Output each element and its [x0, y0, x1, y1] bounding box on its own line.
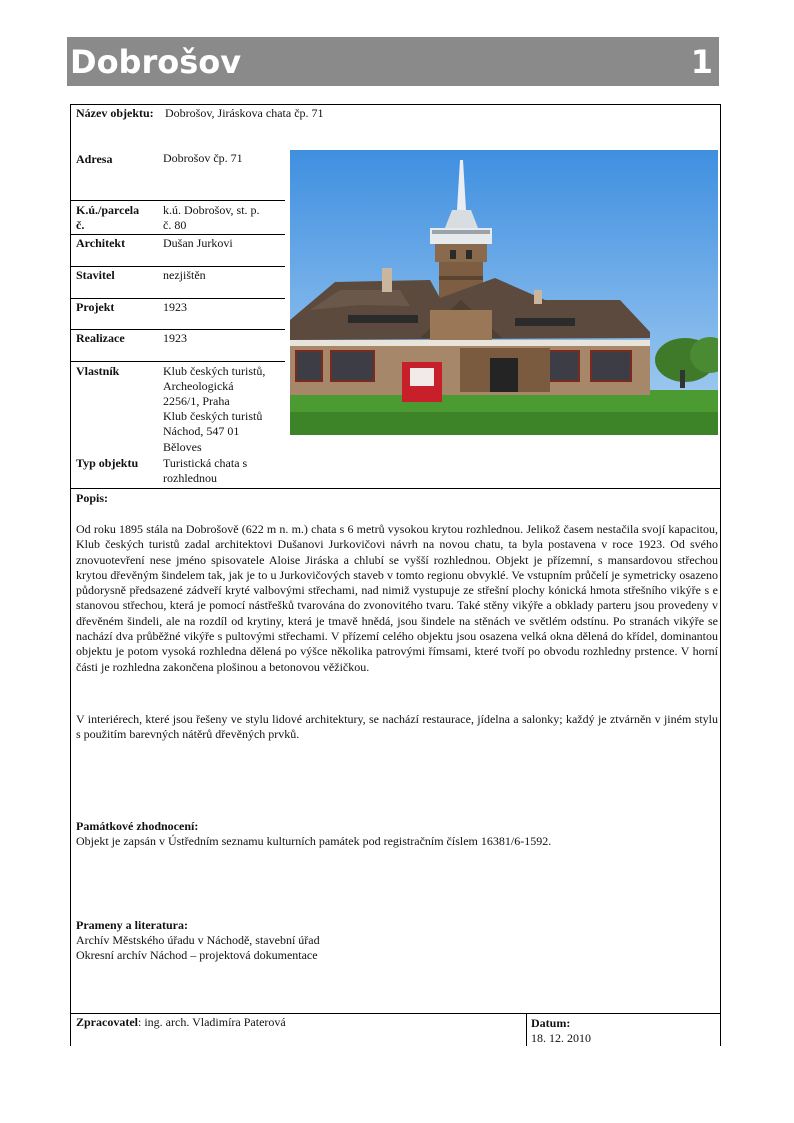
- prameny-label: Prameny a literatura:: [76, 918, 188, 932]
- row-divider: [70, 298, 285, 299]
- vlastnik-line: 2256/1, Praha: [163, 394, 230, 408]
- vlastnik-line: Klub českých turistů: [163, 409, 263, 423]
- vlastnik-line: Běloves: [163, 440, 202, 454]
- architekt-label: Architekt: [76, 236, 126, 250]
- footer-divider: [70, 1013, 721, 1014]
- popis-paragraph: V interiérech, které jsou řešeny ve stylu lidové architektury, se nachází restaurace, jídelna a salonky; každý je ztvárněn v jiném stylu s použitím barevných nátěrů dřevěných prvků.: [76, 712, 718, 742]
- page-header: [67, 37, 719, 86]
- stavitel-value: nezjištěn: [163, 268, 206, 282]
- popis-label: Popis:: [76, 491, 109, 505]
- row-divider: [70, 200, 285, 201]
- vlastnik-line: Klub českých turistů,: [163, 364, 266, 378]
- projekt-label: Projekt: [76, 300, 115, 314]
- prameny-item: Okresní archív Náchod – projektová dokumentace: [76, 948, 318, 962]
- parcela-value-line1: k.ú. Dobrošov, st. p.: [163, 203, 260, 217]
- row-divider: [70, 361, 285, 362]
- realizace-label: Realizace: [76, 331, 125, 345]
- typ-value-line2: rozhlednou: [163, 471, 217, 485]
- parcela-label-line2: č.: [76, 218, 85, 232]
- building-photo-icon: [290, 150, 718, 435]
- nazev-label: Název objektu:: [76, 106, 154, 120]
- zpracovatel: [76, 1015, 286, 1030]
- typ-value-line1: Turistická chata s: [163, 456, 248, 470]
- popis-paragraph: Od roku 1895 stála na Dobrošově (622 m n. m.) chata s 6 metrů vysokou krytou rozhlednou. Jelikož časem nestačila svojí kapacitou, Klub českých turistů zadal architektovi Dušanovi Jurkovičovi návrh na novou chatu, ta byla postavena v roce 1923. Od svého znovuotevření nese jméno spisovatele Aloise Jiráska a chlubí se vyšší rozhlednou. Objekt je přízemní, s mansardovou střechou krytou dřevěným šindelem tak, jak je to u Jurkovičových staveb v tomto regionu obvyklé. Ve vstupním průčelí je symetricky osazeno půdorysně předsazené zádveří kryté valbovými střechami, nad nimiž vystupuje ze střešní plochy kónická hmota střešního vikýře s e stanovou střechou, která je pomocí nástřešků tvarována do zvonovitého tvaru. Také stěny vikýře a obklady parteru jsou provedeny v dřevěném šindeli, ale na rozdíl od krytiny, která je tmavě hnědá, jsou šindele na stěnách ve světlém odstínu. Po stranách vikýře se nachází dva průběžné vikýře s pultovými střechami. V přízemí celého objektu jsou osazena velká okna dělená do křídel, dominantou objektu je potom vysoká rozhledna dělená po výšce několika patrovými římsami, které tvoří po obvodu rozhledny prstence. V horní části je rozhledna zakončena plošinou a betonovou věžičkou.: [76, 522, 718, 674]
- vlastnik-label: Vlastník: [76, 364, 120, 378]
- building-photo: [290, 150, 718, 435]
- nazev-value: Dobrošov, Jiráskova chata čp. 71: [165, 106, 324, 120]
- zpracovatel-label: Zpracovatel: [76, 1015, 138, 1029]
- typ-label: Typ objektu: [76, 456, 139, 470]
- projekt-value: 1923: [163, 300, 187, 314]
- page-title: Dobrošov: [70, 43, 242, 81]
- parcela-label-line1: K.ú./parcela: [76, 203, 140, 217]
- zpracovatel-value: : ing. arch. Vladimíra Paterová: [138, 1015, 286, 1029]
- datum-label: Datum:: [531, 1016, 571, 1030]
- parcela-value-line2: č. 80: [163, 218, 187, 232]
- pamatkove-text: Objekt je zapsán v Ústředním seznamu kulturních památek pod registračním číslem 16381/6-1592.: [76, 834, 552, 848]
- vlastnik-line: Archeologická: [163, 379, 234, 393]
- pamatkove-label: Památkové zhodnocení:: [76, 819, 199, 833]
- datum-value: 18. 12. 2010: [531, 1031, 591, 1045]
- adresa-value: Dobrošov čp. 71: [163, 151, 243, 165]
- vlastnik-line: Náchod, 547 01: [163, 424, 240, 438]
- prameny-item: Archív Městského úřadu v Náchodě, stavební úřad: [76, 933, 320, 947]
- page-number: 1: [690, 43, 713, 81]
- stavitel-label: Stavitel: [76, 268, 115, 282]
- architekt-value: Dušan Jurkovi: [163, 236, 233, 250]
- realizace-value: 1923: [163, 331, 187, 345]
- row-divider: [70, 329, 285, 330]
- row-divider: [70, 234, 285, 235]
- section-divider: [70, 488, 721, 489]
- footer-column-divider: [526, 1013, 527, 1046]
- row-divider: [70, 266, 285, 267]
- adresa-label: Adresa: [76, 152, 113, 166]
